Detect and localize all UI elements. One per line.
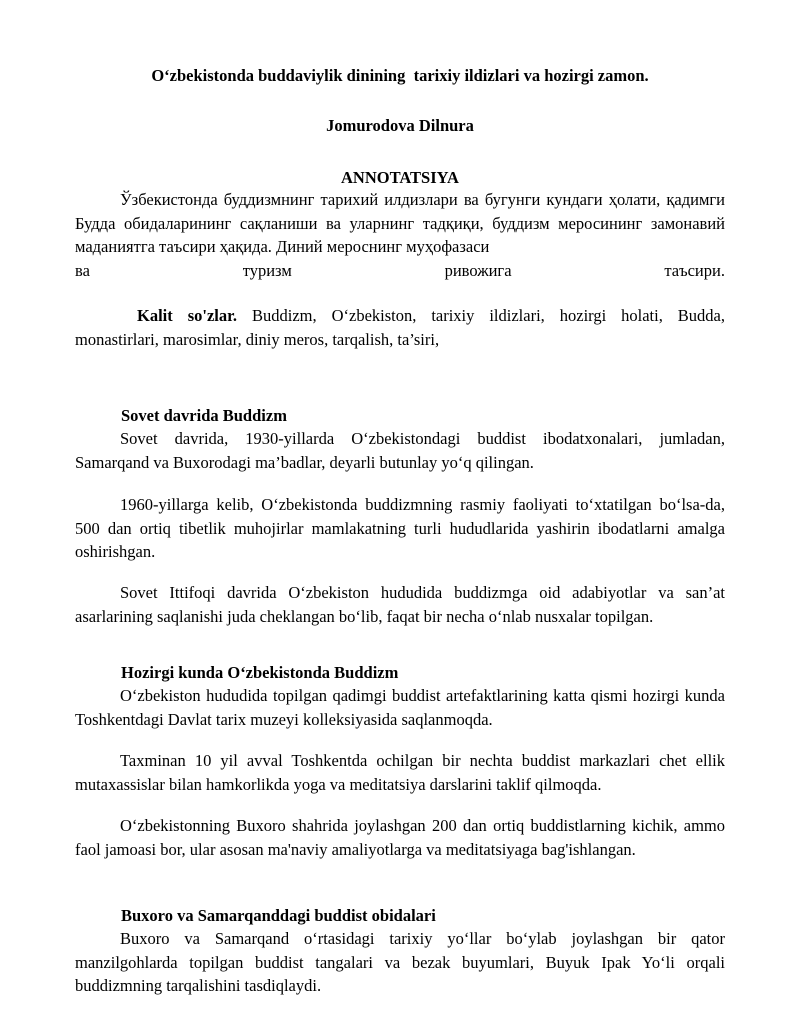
document-title: O‘zbekistonda buddaviylik dinining tarixiy ildizlari va hozirgi zamon. xyxy=(151,66,649,85)
annotation-word: ва xyxy=(75,261,90,280)
keywords-label: Kalit so'zlar. xyxy=(137,306,238,325)
annotation-word: таъсири. xyxy=(664,261,725,280)
annotation-last-line xyxy=(75,259,725,283)
section-paragraph: Sovet davrida, 1930-yillarda O‘zbekistondagi buddist ibodatxonalari, jumladan, Samarqand va Buxorodagi ma’badlar, deyarli butunlay yo‘q qilingan. xyxy=(75,429,725,472)
annotation-word: ривожига xyxy=(444,261,512,280)
section-heading-soviet: Sovet davrida Buddizm xyxy=(121,406,287,425)
section-heading-today: Hozirgi kunda O‘zbekistonda Buddizm xyxy=(121,663,399,682)
annotation-heading: ANNOTATSIYA xyxy=(341,168,459,187)
section-paragraph: O‘zbekiston hududida topilgan qadimgi buddist artefaktlarining katta qismi hozirgi kunda Toshkentdagi Davlat tarix muzeyi kolleksiyasida saqlanmoqda. xyxy=(75,686,725,729)
section-paragraph: 1960-yillarga kelib, O‘zbekistonda buddizmning rasmiy faoliyati to‘xtatilgan bo‘lsa-da, 500 dan ortiq tibetlik muhojirlar mamlakatning turli hududlarida yashirin ibodatlarni amalga oshirishgan. xyxy=(75,495,725,561)
author-name: Jomurodova Dilnura xyxy=(326,116,474,135)
section-paragraph: Sovet Ittifoqi davrida O‘zbekiston hududida buddizmga oid adabiyotlar va san’at asarlarining saqlanishi juda cheklangan bo‘lib, faqat bir necha o‘nlab nusxalar topilgan. xyxy=(75,583,725,626)
annotation-word: туризм xyxy=(242,261,292,280)
section-paragraph: Buxoro va Samarqand o‘rtasidagi tarixiy yo‘llar bo‘ylab joylashgan bir qator manzilgohlarda topilgan buddist tangalari va bezak buyumlari, Buyuk Ipak Yo‘li orqali buddizmning tarqalishini tasdiqlaydi. xyxy=(75,929,725,995)
annotation-text: Ўзбекистонда буддизмнинг тарихий илдизлари ва бугунги кундаги ҳолати, қадимги Будда обидаларининг сақланиши ва уларнинг тадқиқи, буддизм меросининг замонавий маданиятга таъсири ҳақида. Диний мероснинг муҳофазаси xyxy=(75,190,725,256)
section-paragraph: O‘zbekistonning Buxoro shahrida joylashgan 200 dan ortiq buddistlarning kichik, ammo faol jamoasi bor, ular asosan ma'naviy amaliyotlarga va meditatsiyaga bag'ishlangan. xyxy=(75,816,725,859)
section-paragraph: Taxminan 10 yil avval Toshkentda ochilgan bir nechta buddist markazlari chet ellik mutaxassislar bilan hamkorlikda yoga va meditatsiya darslarini taklif qilmoqda. xyxy=(75,751,725,794)
keywords-paragraph xyxy=(75,304,725,351)
section-heading-monuments: Buxoro va Samarqanddagi buddist obidalari xyxy=(121,906,436,925)
keywords-text: Buddizm, O‘zbekiston, tarixiy ildizlari, hozirgi holati, Budda, monastirlari, marosimlar, diniy meros, tarqalish, ta’siri, xyxy=(75,306,725,349)
